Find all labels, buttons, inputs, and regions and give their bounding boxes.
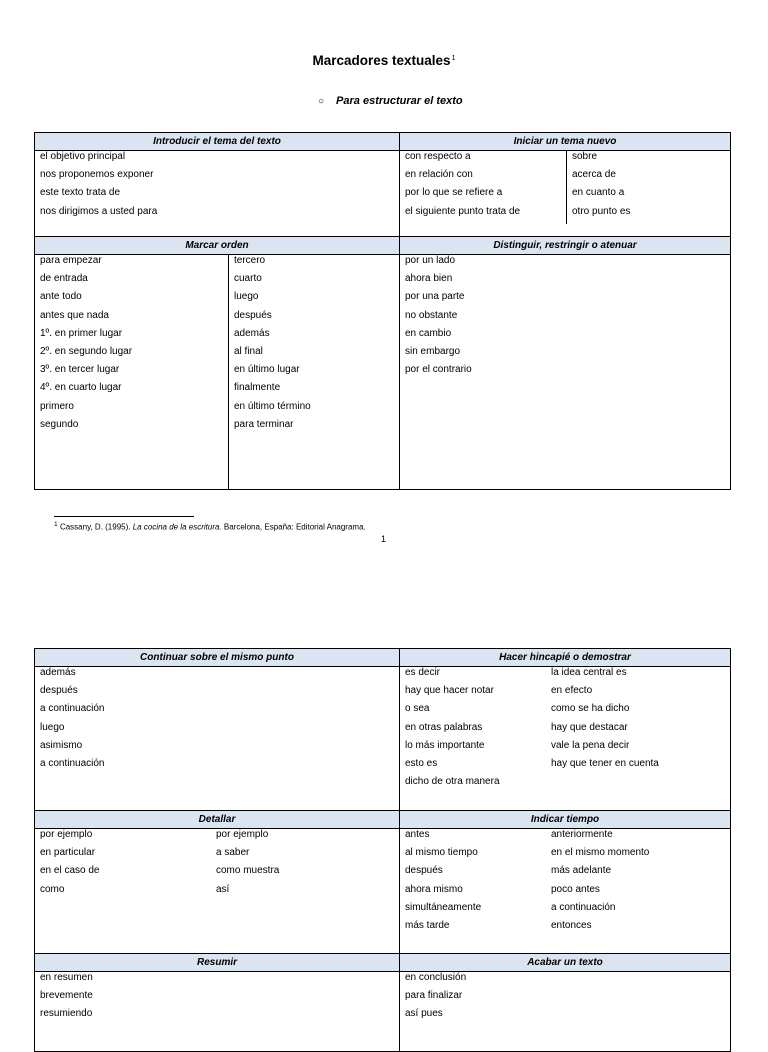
cell-continuar [35,667,400,811]
list-item: luego [40,721,65,733]
list-item: otro punto es [572,205,631,217]
list-item: para finalizar [405,990,463,1002]
header-introducir: Introducir el tema del texto [35,133,400,151]
list-item: antes [405,829,430,840]
footnote-author: Cassany, D. (1995). [59,522,131,532]
list-acabar [400,972,730,1027]
list-item: lo más importante [405,739,485,751]
list-detallar-1 [35,829,211,953]
list-item: al final [234,345,263,357]
list-item: por ejemplo [40,829,93,840]
list-item: brevemente [40,990,93,1002]
list-item: al mismo tiempo [405,847,478,859]
subtitle-text: Para estructurar el texto [336,95,463,107]
list-item: cuarto [234,273,262,285]
list-item: en relación con [405,169,473,181]
cell-distinguir [400,255,731,490]
list-item: en el caso de [40,865,100,877]
list-item: anteriormente [551,829,613,840]
list-continuar [35,667,399,776]
list-item: a continuación [551,901,616,913]
list-iniciar-1 [400,151,566,224]
list-item: ahora bien [405,273,453,285]
footnote-publisher: Barcelona, España: Editorial Anagrama. [223,522,366,532]
list-item: por lo que se refiere a [405,187,503,199]
list-distinguir [400,255,730,382]
list-item: en cuanto a [572,187,625,199]
list-item: hay que hacer notar [405,685,494,697]
list-item: en conclusión [405,972,467,983]
list-item: además [40,667,76,678]
list-item: la idea central es [551,667,627,678]
header-indicar-tiempo: Indicar tiempo [400,811,731,829]
list-item: en último lugar [234,364,300,376]
cell-acabar [400,972,731,1052]
list-item: acerca de [572,169,616,181]
list-marcar-orden-2 [228,255,400,489]
list-item: 1º. en primer lugar [40,327,123,339]
header-hacer-hincapie: Hacer hincapié o demostrar [400,649,731,667]
list-item: más tarde [405,919,450,931]
list-item: como se ha dicho [551,703,630,715]
footnote [54,521,366,532]
page-title [0,53,768,68]
list-item: entonces [551,919,592,931]
list-item: en último término [234,400,311,412]
list-item: luego [234,291,259,303]
list-item: en otras palabras [405,721,483,733]
cell-marcar-orden [35,255,400,490]
cell-resumir [35,972,400,1052]
list-item: nos proponemos exponer [40,169,154,181]
list-tiempo-2 [546,829,731,938]
list-item: a continuación [40,757,105,769]
header-distinguir: Distinguir, restringir o atenuar [400,237,731,255]
list-item: 3º. en tercer lugar [40,364,120,376]
list-item: a saber [216,847,250,859]
list-item: asimismo [40,739,83,751]
list-item: en particular [40,847,96,859]
list-item: no obstante [405,309,458,321]
list-item: el objetivo principal [40,151,126,162]
list-item: después [40,685,78,697]
list-item: más adelante [551,865,612,877]
list-item: sin embargo [405,345,461,357]
footnote-separator [54,516,194,517]
list-item: en cambio [405,327,452,339]
list-iniciar-2 [566,151,731,224]
list-item: para empezar [40,255,102,266]
list-hincapie-1 [400,667,546,794]
header-resumir: Resumir [35,954,400,972]
list-item: además [234,327,270,339]
list-item: primero [40,400,74,412]
header-acabar: Acabar un texto [400,954,731,972]
list-item: ante todo [40,291,82,303]
list-item: en resumen [40,972,93,983]
cell-detallar [35,829,400,954]
markers-table-1 [34,132,731,490]
footnote-work: La cocina de la escritura. [132,522,222,532]
list-item: a continuación [40,703,105,715]
cell-hacer-hincapie [400,667,731,811]
header-marcar-orden: Marcar orden [35,237,400,255]
list-item: como muestra [216,865,280,877]
title-footnote-mark: 1 [451,54,456,62]
list-item: hay que destacar [551,721,628,733]
list-item: segundo [40,418,79,430]
list-hincapie-2 [546,667,731,794]
list-item: este texto trata de [40,187,121,199]
list-introducir [35,151,399,224]
list-item: 2º. en segundo lugar [40,345,133,357]
cell-indicar-tiempo [400,829,731,954]
list-item: después [234,309,272,321]
list-item: por ejemplo [216,829,269,840]
list-item: vale la pena decir [551,739,630,751]
list-item: así pues [405,1008,443,1020]
list-item: ahora mismo [405,883,463,895]
list-item: como [40,883,65,895]
footnote-mark: 1 [54,521,58,528]
list-item: 4º. en cuarto lugar [40,382,122,394]
list-item: hay que tener en cuenta [551,757,659,769]
list-item: sobre [572,151,598,162]
list-item: por un lado [405,255,456,266]
cell-introducir [35,151,400,237]
list-item: poco antes [551,883,600,895]
header-detallar: Detallar [35,811,400,829]
list-item: en el mismo momento [551,847,650,859]
list-item: resumiendo [40,1008,93,1020]
header-continuar: Continuar sobre el mismo punto [35,649,400,667]
list-item: el siguiente punto trata de [405,205,521,217]
list-item: por una parte [405,291,465,303]
bullet-icon: ○ [318,96,325,107]
list-item: en efecto [551,685,593,697]
list-item: es decir [405,667,441,678]
list-item: para terminar [234,418,294,430]
list-resumir [35,972,399,1027]
list-item: de entrada [40,273,88,285]
list-item: por el contrario [405,364,472,376]
list-item: nos dirigimos a usted para [40,205,158,217]
section-subtitle [318,95,463,107]
list-detallar-2 [211,829,400,953]
list-item: con respecto a [405,151,471,162]
list-tiempo-1 [400,829,546,938]
list-item: tercero [234,255,266,266]
list-item: después [405,865,443,877]
list-item: así [216,883,230,895]
list-marcar-orden-1 [35,255,228,489]
list-item: antes que nada [40,309,109,321]
page-number: 1 [381,534,387,544]
header-iniciar: Iniciar un tema nuevo [400,133,731,151]
markers-table-2 [34,648,731,1052]
title-text: Marcadores textuales [312,53,451,68]
cell-iniciar [400,151,731,237]
list-item: dicho de otra manera [405,776,500,788]
list-item: finalmente [234,382,281,394]
list-item: simultáneamente [405,901,482,913]
list-item: o sea [405,703,430,715]
list-item: esto es [405,757,438,769]
